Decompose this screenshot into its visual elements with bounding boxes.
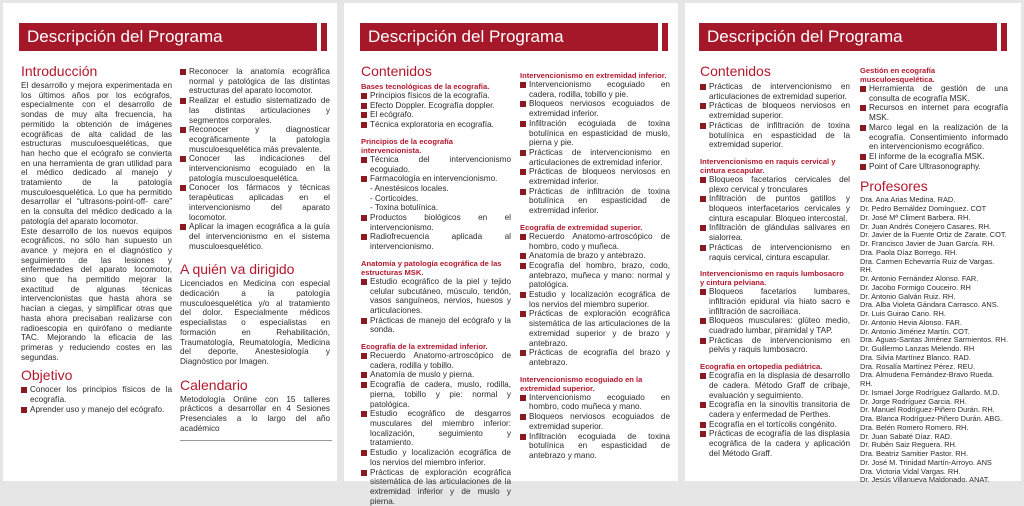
professors-heading: Profesores: [860, 178, 1008, 194]
intro-paragraph-2: Este desarrollo de los nuevos equipos ecográficos, no sólo han supuesto un avance y mejora en el diagnóstico y seguimiento de las lesiones y enfermedades del aparato locomotor, sino que ha permitido mejorar la exactitud de algunas técnicas intervencionistas que hasta ahora se hacían a ciegas, y simplificar otras que hasta ahora precisaban realizarse con radioescopia en quirófano o mediante TAC. Mejorando la eficacia de las primeras y reduciendo costes en las segundas.: [21, 227, 172, 363]
content-item: El informe de la ecografía MSK.: [860, 152, 1008, 162]
content-item: Bloqueos nerviosos ecoguiados de extremidad superior.: [520, 412, 670, 431]
objective-item: Conocer los principios físicos de la ecografía.: [21, 385, 172, 404]
content-item: Ecografía en el tortícolis congénito.: [700, 420, 850, 430]
content-item: Herramienta de gestión de una consulta de ecografía MSK.: [860, 84, 1008, 103]
calendar-heading: Calendario: [180, 377, 330, 393]
banner-tab: [662, 23, 668, 51]
calendar-paragraph: Metodología Online con 15 talleres prácticos a desarrollar en 4 Sesiones Presenciales a lo largo del año académico: [180, 395, 330, 434]
content-item: Ecografía de cadera, muslo, rodilla, pierna, tobillo y pie: normal y patológica.: [361, 380, 511, 409]
content-item: Estudio y localización ecográfica de los nervios del miembro superior.: [520, 290, 670, 309]
professor-name: Dr. Jacobo Formigo Couceiro. RH: [860, 284, 1008, 293]
professor-name: Dr. Jorge Rodríguez Garcia. RH.: [860, 398, 1008, 407]
content-item: El ecógrafo.: [361, 110, 511, 120]
professor-name: Dr. José M. Trinidad Martín-Arroyo. ANS: [860, 459, 1008, 468]
content-item: Bloqueos nerviosos ecoguiados de extremidad inferior.: [520, 99, 670, 118]
professor-name: Dra. Silvia Martínez Blanco. RAD.: [860, 354, 1008, 363]
section-heading: Intervencionismo en raquis lumbosacro y cintura pelviana.: [700, 269, 850, 287]
content-item: Prácticas de manejo del ecógrafo y la sonda.: [361, 316, 511, 335]
professor-name: Dr. Antonio Hevia Alonso. FAR.: [860, 319, 1008, 328]
contents-heading: Contenidos: [361, 63, 511, 79]
content-item: Intervencionismo ecoguiado en cadera, rodilla, tobillo y pie.: [520, 80, 670, 99]
column-objectives: [180, 67, 330, 441]
contents-heading: Contenidos: [700, 63, 850, 79]
content-item: Ecografía del hombro, brazo, codo, antebrazo, muñeca y mano: normal y patológica.: [520, 261, 670, 290]
content-item: Principios físicos de la ecografía.: [361, 91, 511, 101]
content-item: Prácticas de ecografía de las displasia ecográfica de la cadera y aplicación del Método Graff.: [700, 429, 850, 458]
content-item: Farmacología en intervencionismo.: [361, 174, 511, 184]
content-item: Técnica exploratoria en ecografía.: [361, 120, 511, 130]
objective-heading: Objetivo: [21, 367, 172, 383]
professor-name: Dra. Ana Arias Medina. RAD.: [860, 196, 1008, 205]
professor-name: Dr. Javier de la Fuente Ortiz de Zarate. COT.: [860, 231, 1008, 240]
professor-name: Dr. Juan Andrés Conejero Casares. RH.: [860, 223, 1008, 232]
column-professors: [860, 66, 1008, 485]
content-subitem: - Corticoides.: [361, 194, 511, 204]
professor-name: Dr. Manuel Rodríguez-Piñero Durán. RH.: [860, 406, 1008, 415]
content-item: Anatomía de muslo y pierna.: [361, 370, 511, 380]
section-heading: Principios de la ecografía intervencionista.: [361, 137, 511, 155]
content-item: Estudio ecográfico de desgarros musculares del miembro inferior: localización, seguimiento y tratamiento.: [361, 409, 511, 448]
professor-name: Dr. Jesús Villanueva Maldonado. ANAT.: [860, 476, 1008, 485]
professor-name: Dra. Carmen Echevarría Ruiz de Vargas. RH.: [860, 258, 1008, 276]
banner-tab: [1001, 23, 1007, 51]
page-panel-2: [344, 3, 678, 481]
section-banner: Descripción del Programa: [699, 23, 997, 51]
page-panel-3: [685, 3, 1021, 481]
divider-line: [180, 440, 332, 441]
section-heading: Intervencionismo ecoguiado en la extremidad superior.: [520, 375, 670, 393]
professor-name: Dr. Antonio Fernández Alonso. FAR.: [860, 275, 1008, 284]
section-heading: Ecografía de la extremidad inferior.: [361, 342, 511, 351]
content-item: Radiofrecuencia aplicada al intervencionismo.: [361, 232, 511, 251]
professor-name: Dra. Almudena Fernández-Bravo Rueda. RH.: [860, 371, 1008, 389]
content-item: Infiltración de glándulas salivares en sialorrea.: [700, 223, 850, 242]
section-heading: Bases tecnológicas de la ecografía.: [361, 82, 511, 91]
professor-name: Dra. Beatriz Samitier Pastor. RH.: [860, 450, 1008, 459]
professor-name: Dr. Rubén Saiz Reguera. RH.: [860, 441, 1008, 450]
content-item: Prácticas de bloqueos nerviosos en extremidad superior.: [700, 101, 850, 120]
page-panel-1: [3, 3, 337, 481]
content-item: Prácticas de ecografía del brazo y antebrazo.: [520, 348, 670, 367]
content-item: Prácticas de intervencionismo en articulaciones de extremidad inferior.: [520, 148, 670, 167]
professor-name: Dr. Guillermo Lanzas Melendo. RH: [860, 345, 1008, 354]
objective-item: Realizar el estudio sistematizado de las distintas articulaciones y segmentos corporales.: [180, 96, 330, 125]
section-heading: Gestión en ecografía musculoesquelética.: [860, 66, 1008, 84]
objective-item: Aprender uso y manejo del ecógrafo.: [21, 405, 172, 415]
banner-tab: [321, 23, 327, 51]
content-item: Recuerdo Anatomo-artroscópico de cadera, rodilla y tobillo.: [361, 351, 511, 370]
section-heading: Intervencionismo en raquis cervical y cintura escapular.: [700, 157, 850, 175]
objective-item: Conocer los fármacos y técnicas terapéuticas aplicadas en el intervencionismo del aparato locomotor.: [180, 183, 330, 222]
professor-name: Dra. Rosalía Martínez Pérez. REU.: [860, 363, 1008, 372]
professor-name: Dra. Paola Díaz Borrego. RH.: [860, 249, 1008, 258]
content-item: Ecografía en la displasia de desarrollo de cadera. Método Graff de cribaje, evaluación y seguimiento.: [700, 371, 850, 400]
content-item: Anatomía de brazo y antebrazo.: [520, 251, 670, 261]
objective-item: Conocer las indicaciones del intervencionismo ecoguiado en la patología musculoesquelética.: [180, 154, 330, 183]
section-heading: Ecografía en ortopedia pediátrica.: [700, 362, 850, 371]
content-item: Recuerdo Anatomo-artroscópico de hombro, codo y muñeca.: [520, 232, 670, 251]
content-subitem: - Anestésicos locales.: [361, 184, 511, 194]
content-item: Técnica del intervencionismo ecoguiado.: [361, 155, 511, 174]
professor-name: Dra. Alba Violeta Gándara Carrasco. ANS.: [860, 301, 1008, 310]
professor-name: Dra. Belén Romero Romero. RH.: [860, 424, 1008, 433]
content-item: Estudio y localización ecográfica de los nervios del miembro inferior.: [361, 448, 511, 467]
professor-name: Dr. Ismael Jorge Rodríguez Gallardo. M.D.: [860, 389, 1008, 398]
content-item: Prácticas de exploración ecográfica sistemática de las articulaciones de la extremidad superior y de brazo y antebrazo.: [520, 309, 670, 348]
section-banner: Descripción del Programa: [360, 23, 658, 51]
professor-list: [860, 196, 1008, 485]
professor-name: Dra. Blanca Rodríguez-Piñero Durán. ABG.: [860, 415, 1008, 424]
professor-name: Dr. Juan Sabaté Díaz. RAD.: [860, 433, 1008, 442]
content-item: Productos biológicos en el intervencionismo.: [361, 213, 511, 232]
audience-heading: A quién va dirigido: [180, 261, 330, 277]
content-item: Infiltración ecoguiada de toxina botulínica en espasticidad de muslo, pierna y pie.: [520, 119, 670, 148]
intro-paragraph: El desarrollo y mejora experimentada en los últimos años por los ecógrafos, especialmente con el desarrollo de sondas de muy alta frecuencia, ha permitido la obtención de imágenes ecográficas de alta calidad de las estructuras musculoesqueléticas, que han hecho que el ecógrafo se convierta en una herramienta de gran utilidad para el médico dedicado al manejo y tratamiento de la patología musculoesquelética. Lo que ha permitido desarrollar el “ultrasons-point-off- care” en la consulta del médico dedicado a la patología del aparato locomotor.: [21, 81, 172, 227]
professor-name: Dr. Pedro Bernáldez Domínguez. COT: [860, 205, 1008, 214]
content-item: Infiltración de puntos gatillos y bloqueos interfacetarios cervicales y cintura escapular. Bloqueo intercostal.: [700, 194, 850, 223]
content-item: Intervencionismo ecoguiado en hombro, codo muñeca y mano.: [520, 393, 670, 412]
content-item: Marco legal en la realización de la ecografía. Consentimiento informado en intervencionismo ecográfico.: [860, 123, 1008, 152]
objective-item: Reconocer y diagnosticar ecográficamente la patología musculoesquelética más prevalente.: [180, 125, 330, 154]
section-heading: Intervencionismo en extremidad inferior.: [520, 71, 670, 80]
professor-name: Dr. Antonio Jiménez Martín. COT.: [860, 328, 1008, 337]
content-item: Ecografía en la sinovitis transitoria de cadera y enfermedad de Perthes.: [700, 400, 850, 419]
content-item: Point of Care Ultrasonography.: [860, 162, 1008, 172]
professor-name: Dr. Luis Guirao Cano. RH.: [860, 310, 1008, 319]
professor-name: Dr. Antonio Galván Ruiz. RH.: [860, 293, 1008, 302]
content-item: Prácticas de infiltración de toxina botulínica en espasticidad de extremidad inferior.: [520, 187, 670, 216]
section-heading: Anatomía y patología ecográfica de las estructuras MSK.: [361, 259, 511, 277]
content-item: Prácticas de intervencionismo en articulaciones de extremidad superior.: [700, 82, 850, 101]
professor-name: Dra. Aguas-Santas Jiménez Sarmientos. RH.: [860, 336, 1008, 345]
content-item: Prácticas de intervencionismo en pelvis y raquis lumbosacro.: [700, 336, 850, 355]
content-item: Bloqueos facetarios lumbares, infiltración epidural vía hiato sacro e infiltración de sacroiliaca.: [700, 287, 850, 316]
audience-paragraph: Licenciados en Medicina con especial dedicación a la patología musculoesquelética y/o al tratamiento del dolor. Especialmente médicos especialistas o especialistas en formación en Rehabilitación, Traumatología, Reumatología, Medicina del deporte, Anestesiología y Diagnóstico por Imagen.: [180, 279, 330, 366]
section-banner: Descripción del Programa: [19, 23, 317, 51]
objective-item: Aplicar la imagen ecográfica a la guía del intervencionismo en el sistema musculoesquelético.: [180, 222, 330, 251]
content-item: Bloqueos musculares: glúteo medio, cuadrado lumbar, piramidal y TAP.: [700, 316, 850, 335]
column-contents-c: [700, 63, 850, 459]
professor-name: Dr. Francisco Javier de Juan García. RH.: [860, 240, 1008, 249]
content-subitem: - Toxina botulínica.: [361, 203, 511, 213]
content-item: Recursos en internet para ecografía MSK.: [860, 103, 1008, 122]
professor-name: Dr. José Mª Climent Barbera. RH.: [860, 214, 1008, 223]
intro-heading: Introducción: [21, 63, 172, 79]
column-intro: [21, 63, 172, 415]
content-item: Infiltración ecoguiada de toxina botulínica en espasticidad de antebrazo y mano.: [520, 432, 670, 461]
objective-item: Reconocer la anatomía ecográfica normal y patológica de las distintas estructuras del aparato locomotor.: [180, 67, 330, 96]
content-item: Efecto Doppler. Ecografía doppler.: [361, 101, 511, 111]
column-contents-b: [520, 71, 670, 461]
column-contents-a: [361, 63, 511, 506]
content-item: Prácticas de exploración ecográfica sistemática de las articulaciones de la extremidad inferior y de muslo y pierna.: [361, 468, 511, 506]
content-item: Prácticas de infiltración de toxina botulínica en espasticidad de la extremidad superior.: [700, 121, 850, 150]
content-item: Prácticas de intervencionismo en raquis cervical, cintura escapular.: [700, 243, 850, 262]
content-item: Prácticas de bloqueos nerviosos en extremidad inferior.: [520, 167, 670, 186]
professor-name: Dra. Victoria Vidal Vargas. RH.: [860, 468, 1008, 477]
content-item: Estudio ecográfico de la piel y tejido celular subcutáneo, músculo, tendón, vasos sanguíneos, nervios, huesos y articulaciones.: [361, 277, 511, 316]
content-item: Bloqueos facetarios cervicales del plexo cervical y tronculares: [700, 175, 850, 194]
section-heading: Ecografía de extremidad superior.: [520, 223, 670, 232]
